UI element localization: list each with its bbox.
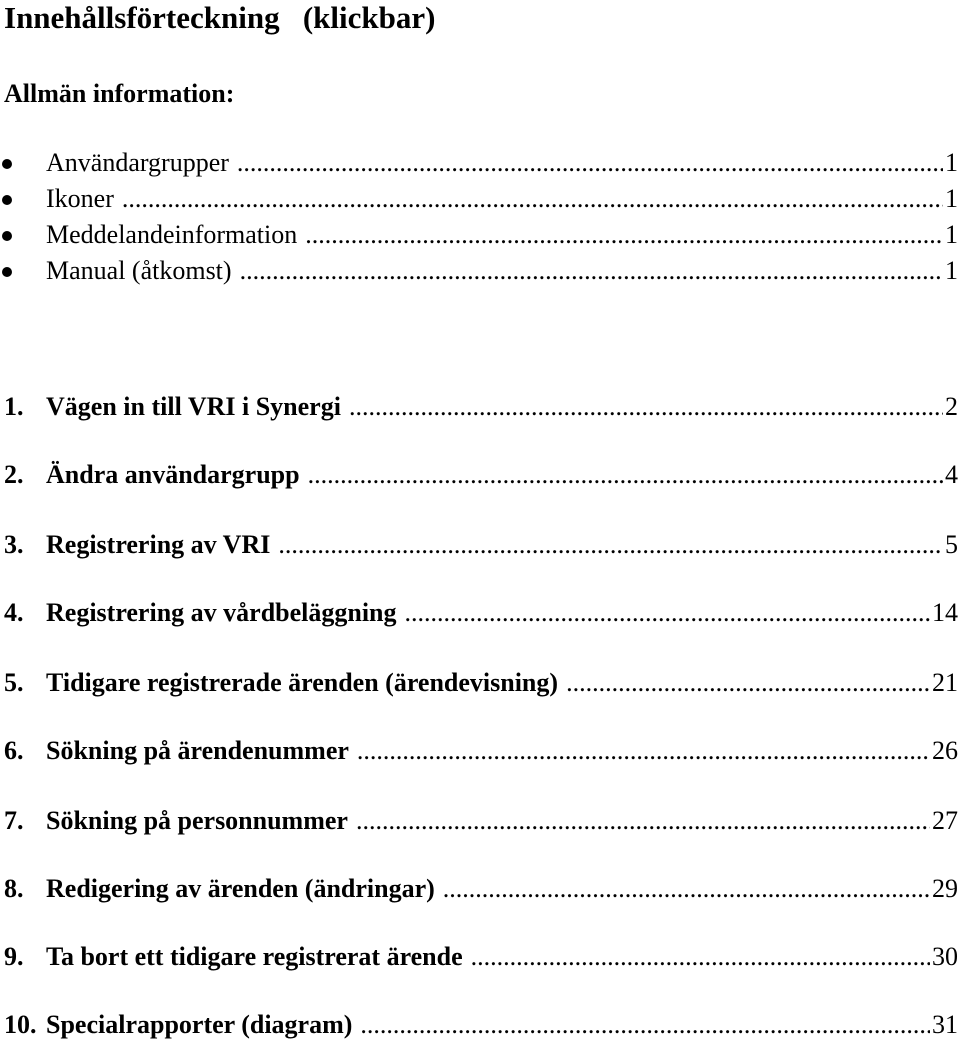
toc-chapter-label[interactable]: Ändra användargrupp xyxy=(46,460,300,489)
toc-page-number: 1 xyxy=(945,256,958,285)
dot-leader xyxy=(122,184,943,214)
toc-chapter-number: 7. xyxy=(4,806,24,835)
toc-page-number: 4 xyxy=(945,460,958,489)
bullet-icon xyxy=(2,159,12,169)
dot-leader xyxy=(471,942,930,972)
toc-chapter-number: 1. xyxy=(4,392,24,421)
dot-leader xyxy=(405,598,930,628)
dot-leader xyxy=(308,460,943,490)
dot-leader xyxy=(305,220,943,250)
toc-chapter-label[interactable]: Tidigare registrerade ärenden (ärendevisning) xyxy=(46,668,559,697)
toc-chapter-number: 8. xyxy=(4,874,24,903)
toc-chapter-label[interactable]: Sökning på personnummer xyxy=(46,806,348,835)
page-title: Innehållsförteckning (klickbar) xyxy=(4,0,436,35)
toc-page-number: 5 xyxy=(945,530,958,559)
dot-leader xyxy=(360,1010,930,1040)
toc-chapter-label[interactable]: Registrering av vårdbeläggning xyxy=(46,598,397,627)
toc-item-label[interactable]: Ikoner xyxy=(46,184,114,213)
toc-page-number: 26 xyxy=(932,736,958,765)
section-heading-general: Allmän information: xyxy=(4,79,235,108)
toc-chapter-item[interactable] xyxy=(0,592,958,632)
toc-chapter-item[interactable] xyxy=(0,936,958,976)
toc-chapter-number: 10. xyxy=(4,1010,37,1039)
toc-chapter-item[interactable] xyxy=(0,386,958,426)
toc-bullet-item[interactable] xyxy=(0,146,958,182)
toc-chapter-label[interactable]: Registrering av VRI xyxy=(46,530,271,559)
toc-page-number: 1 xyxy=(945,148,958,177)
toc-chapter-item[interactable] xyxy=(0,868,958,908)
bullet-icon xyxy=(2,195,12,205)
dot-leader xyxy=(357,736,930,766)
toc-chapter-number: 3. xyxy=(4,530,24,559)
toc-page-number: 2 xyxy=(945,392,958,421)
toc-chapter-item[interactable] xyxy=(0,1004,958,1044)
toc-bullet-item[interactable] xyxy=(0,218,958,254)
toc-chapter-label[interactable]: Vägen in till VRI i Synergi xyxy=(46,392,341,421)
toc-chapter-label[interactable]: Sökning på ärendenummer xyxy=(46,736,349,765)
toc-page-number: 14 xyxy=(932,598,958,627)
toc-page-number: 21 xyxy=(932,668,958,697)
dot-leader xyxy=(349,392,943,422)
toc-item-label[interactable]: Meddelandeinformation xyxy=(46,220,298,249)
toc-chapter-label[interactable]: Ta bort ett tidigare registrerat ärende xyxy=(46,942,463,971)
dot-leader xyxy=(566,668,930,698)
dot-leader xyxy=(278,530,943,560)
toc-chapter-number: 9. xyxy=(4,942,24,971)
dot-leader xyxy=(240,256,943,286)
dot-leader xyxy=(356,806,930,836)
dot-leader xyxy=(443,874,930,904)
toc-page-number: 1 xyxy=(945,220,958,249)
toc-chapter-item[interactable] xyxy=(0,800,958,840)
toc-page-number: 30 xyxy=(932,942,958,971)
toc-chapter-item[interactable] xyxy=(0,662,958,702)
toc-chapter-item[interactable] xyxy=(0,730,958,770)
toc-page-number: 29 xyxy=(932,874,958,903)
bullet-icon xyxy=(2,267,12,277)
toc-item-label[interactable]: Användargrupper xyxy=(46,148,229,177)
toc-chapter-number: 2. xyxy=(4,460,24,489)
toc-chapter-item[interactable] xyxy=(0,524,958,564)
toc-chapter-number: 6. xyxy=(4,736,24,765)
toc-chapter-number: 5. xyxy=(4,668,24,697)
bullet-icon xyxy=(2,231,12,241)
toc-chapter-label[interactable]: Specialrapporter (diagram) xyxy=(46,1010,353,1039)
toc-chapter-number: 4. xyxy=(4,598,24,627)
toc-chapter-label[interactable]: Redigering av ärenden (ändringar) xyxy=(46,874,435,903)
toc-item-label[interactable]: Manual (åtkomst) xyxy=(46,256,232,285)
toc-page-number: 27 xyxy=(932,806,958,835)
toc-chapter-item[interactable] xyxy=(0,454,958,494)
toc-bullet-item[interactable] xyxy=(0,182,958,218)
toc-page-number: 1 xyxy=(945,184,958,213)
toc-page-number: 31 xyxy=(932,1010,958,1039)
toc-bullet-item[interactable] xyxy=(0,254,958,290)
dot-leader xyxy=(237,148,943,178)
